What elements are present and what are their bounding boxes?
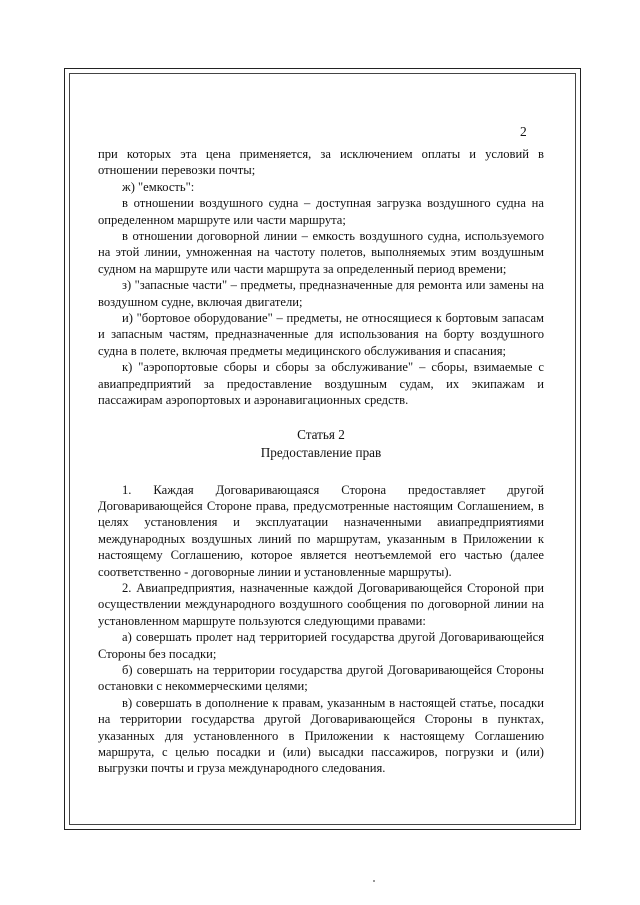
definition-capacity-agreed-service: в отношении договорной линии – емкость воздушного судна, используемого на этой линии, умноженная на частоту полетов, выполняемых этим воздушным судном на маршруте или части маршрута за определенный период времени; <box>98 229 544 276</box>
right-c-traffic-stops: в) совершать в дополнение к правам, указанным в настоящей статье, посадки на территории государства другой Договаривающейся Стороны в пунктах, указанных для установленного в Приложении к настоящему Соглашению маршрута, с целью посадки и (или) высадки пассажиров, погрузки и (или) выгрузки почты и груза международного следования. <box>98 695 544 776</box>
scan-speck <box>373 880 375 882</box>
article-heading <box>98 426 544 462</box>
article-number: Статья 2 <box>297 426 345 442</box>
document-body <box>98 146 544 777</box>
definition-spare-parts: з) "запасные части" – предметы, предназначенные для ремонта или замены на воздушном судне, включая двигатели; <box>98 278 544 309</box>
paragraph-2-designated-airlines: 2. Авиапредприятия, назначенные каждой Договаривающейся Стороной при осуществлении международного воздушного сообщения по договорной линии на установленном маршруте пользуются следующими правами: <box>98 580 544 628</box>
page-number: 2 <box>520 124 527 139</box>
definition-airport-charges: к) "аэропортовые сборы и сборы за обслуживание" – сборы, взимаемые с авиапредприятий за предоставление воздушным судам, их экипажам и пассажирам аэропортовых и аэронавигационных средств. <box>98 360 544 408</box>
right-b-non-traffic-stops: б) совершать на территории государства другой Договаривающейся Стороны остановки с некоммерческими целями; <box>98 662 544 694</box>
definition-capacity: ж) "емкость": <box>122 179 195 194</box>
paragraph-1-grant-of-rights: 1. Каждая Договаривающаяся Сторона предоставляет другой Договаривающейся Стороне права, предусмотренные настоящим Соглашением, в целях установления и эксплуатации назначенными авиапредприятиями международных воздушных линий по маршрутам, указанным в Приложении к настоящему Соглашению, которое является неотъемлемой его частью (далее соответственно - договорные линии и установленные маршруты). <box>98 482 544 579</box>
article-title: Предоставление прав <box>260 444 382 460</box>
definition-continuation: при которых эта цена применяется, за исключением оплаты и условий в отношении перевозки почты; <box>98 147 544 178</box>
definition-capacity-aircraft: в отношении воздушного судна – доступная загрузка воздушного судна на определенном маршруте или части маршрута; <box>98 196 544 227</box>
right-a-overflight: а) совершать пролет над территорией государства другой Договаривающейся Стороны без посадки; <box>98 630 544 661</box>
definition-airborne-equipment: и) "бортовое оборудование" – предметы, не относящиеся к бортовым запасам и запасным частям, предназначенные для использования на борту воздушного судна в полете, включая предметы медицинского обслуживания и спасания; <box>98 311 544 358</box>
